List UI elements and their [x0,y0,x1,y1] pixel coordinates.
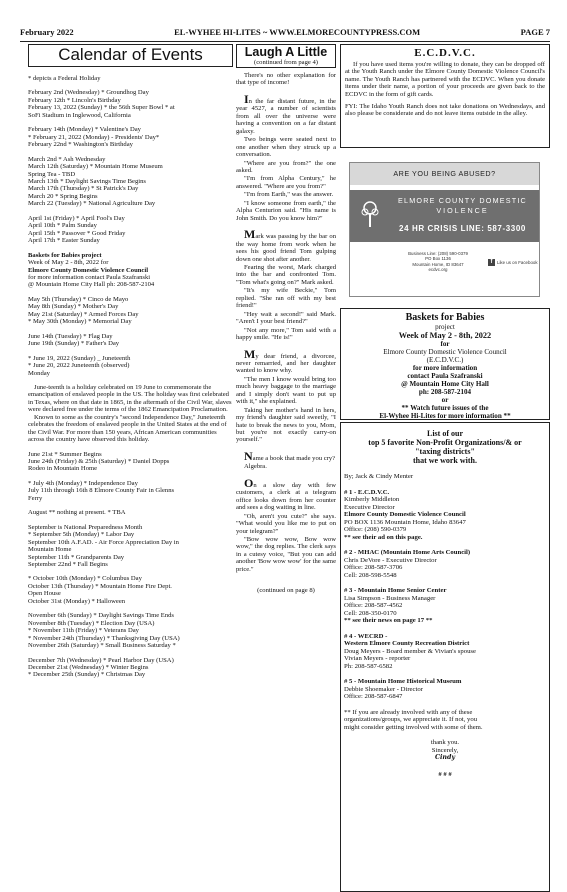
org-line: Doug Meyers - Board member & Vivian's spouse [344,647,476,655]
calendar-entry: March 12th (Saturday) * Mountain Home Museum [28,163,163,171]
calendar-entry: October 31st (Monday) * Halloween [28,597,126,605]
calendar-entry: October 13th (Thursday) * Mountain Home Fire Dept. [28,582,172,590]
calendar-entry: February 13, 2022 (Sunday) * the 56th Super Bowl * at [28,104,175,112]
calendar-block [28,89,233,119]
calendar-entry: September 11th * Grandparents Day [28,553,125,561]
calendar-block [28,524,233,569]
calendar-block [28,509,233,516]
tree-logo-icon [360,199,380,229]
calendar-column [28,44,233,686]
nonprofit-list-box [340,422,550,892]
org-title: # 2 - MHAC (Mountain Home Arts Council) [344,549,471,556]
joke-text: "I'm from Earth," was the answer. [244,191,334,199]
juneteenth-paragraph-2: Known to some as the country's "second Independence Day," Juneteenth celebrates the freedom of enslaved people in the United States at the end of the Civil War. For more than 150 years, African American communities across the country have observed this holiday. [28,413,227,444]
calendar-entry: Rodeo in Mountain Home [28,465,98,473]
calendar-entry: April 1st (Friday) * April Fool's Day [28,214,125,222]
joke-text: There's no other explanation for that type of income! [236,72,336,87]
signature: Cindy [434,754,456,761]
calendar-block [28,252,233,289]
calendar-entry: * November 24th (Thursday) * Thanksgiving Day (USA) [28,634,180,642]
calendar-block [28,612,233,649]
calendar-entry: July 11th through 16th 8 Elmore County Fair in Glenns [28,487,175,495]
calendar-entry: February 2nd (Wednesday) * Groundhog Day [28,89,149,97]
closing-note: ** If you are already involved with any of these organizations/groups, we appreciate it. If not, you might consider getting involved with some of them. [344,708,483,731]
right-column [340,44,550,778]
calendar-entry: March 2nd * Ash Wednesday [28,155,106,163]
calendar-blocks-2 [28,451,233,679]
calendar-entry: November 26th (Saturday) * Small Business Saturday * [28,642,176,650]
joke-text: "Oh, aren't you cute?" she says. "What would you like me to put on your telegram?" [236,512,336,535]
calendar-entry: February 12th * Lincoln's Birthday [28,96,121,104]
joke-text: Name a book that made you cry? [244,448,336,463]
calendar-entry: March 22 (Tuesday) * National Agriculture Day [28,200,156,208]
calendar-entry: May 5th (Thursday) * Cinco de Mayo [28,295,129,303]
calendar-entry: June 24th (Friday) & 25th (Saturday) * Daniel Dopps [28,458,170,466]
org-line: Cell: 208-350-0170 [344,609,397,617]
org-item [344,587,546,625]
org-title: # 5 - Mountain Home Historical Museum [344,678,462,685]
drop-cap: N [244,448,253,463]
calendar-entry: February 14th (Monday) * Valentine's Day [28,126,141,134]
org-item [344,549,546,579]
ecdvc-box [340,44,550,148]
continued-note: (continued on page 8) [257,587,315,595]
calendar-entry: @ Mountain Home City Hall ph: 208-587-2104 [28,281,155,289]
joke-text: "I'm from Alpha Century," he answered. "Where are you from?" [236,175,336,190]
org-line: Kimberly Middleton [344,496,400,503]
calendar-entry: May 8th (Sunday) * Mother's Day [28,303,119,311]
joke-text: "It's my wife Beckie," Tom replied. "She ran off with my best friend!" [236,287,336,310]
calendar-entry: * July 4th (Monday) * Independence Day [28,479,138,487]
calendar-entry: * October 10th (Monday) * Columbus Day [28,575,142,583]
calendar-blocks [28,75,233,377]
calendar-entry: * February 21, 2022 (Monday) - Presidents' Day* [28,133,160,141]
org-line: Chris DeVore - Executive Director [344,556,437,564]
calendar-block [28,156,233,208]
joke-text: "Bow wow wow, Bow wow wow," the dog replies. The clerk says in a cutesy voice, "But you can add another 'Bow wow wow' for the same price." [236,536,336,573]
calendar-entry: * November 11th (Friday) * Veterans Day [28,627,139,635]
crisis-line-ad [349,162,540,297]
drop-cap: M [244,346,256,361]
calendar-entry: * September 5th (Monday) * Labor Day [28,531,135,539]
org-line: Vivian Meyers - reporter [344,655,411,662]
ecdvc-title: E.C.D.V.C. [414,47,476,59]
calendar-entry: Elmore County Domestic Violence Council [28,266,149,274]
org-line: Cell: 208-598-5548 [344,571,397,579]
ad-band [350,190,539,242]
org-line: Executive Director [344,503,395,511]
calendar-entry: Spring Tea - TBD [28,170,76,178]
org-line: PO BOX 1136 Mountain Home, Idaho 83647 [344,518,466,526]
calendar-entry: SoFi Stadium in Inglewood, California [28,111,131,119]
joke-text: In the far distant future, in the year 4527, a number of scientists from all over the universe were having a convention on a far distant galaxy. [236,91,336,135]
nonprofit-list-heading: List of our top 5 favorite Non-Profit Organizations/& or "taxing districts" that we work with. [368,429,522,465]
laugh-header-box [236,44,336,68]
joke-text: Two beings were seated next to one another when they struck up a conversation. [236,136,336,159]
calendar-entry: September 22nd * Fall Begins [28,561,108,569]
joke-text: "The men I know would bring too much heavy baggage to the marriage and I simply don't want to put up with it," she explained. [236,375,336,406]
ecdvc-paragraph: If you have used items you're willing to donate, they can be dropped off at the Youth Ranch under the Elmore County Domestic Violence Council's name. The Youth Ranch has partnered with the ECDVC. When you donate items under their name, a portion of your proceeds are given back to the ECDVC in the form of gift cards. [345,61,545,98]
header-masthead: EL-WYHEE HI-LITES ~ WWW.ELMORECOUNTYPRESS.COM [174,27,421,37]
org-title: # 1 - E.C.D.V.C. [344,488,390,496]
joke-text: Algebra. [244,463,267,471]
ecdvc-fyi: FYI: The Idaho Youth Ranch does not take donations on Wednesdays, and also please be considerate and do not leave items outside in the alley. [345,103,545,118]
org-note: ** see their news on page 17 ** [344,617,433,624]
calendar-entry: April 10th * Palm Sunday [28,222,97,230]
calendar-block [28,657,233,679]
ad-contact-info: Business Line: (208) 590-0379 PO Box 1136 Mountain Home, ID 83647 ecdvc.org [408,251,468,273]
ad-facebook: f Like us on Facebook [488,259,538,266]
joke-text: On a slow day with few customers, a clerk at a telegram office looks down from her counter and sees a dog waiting in line. [236,475,336,512]
org-note: ** see their ad on this page. [344,533,423,541]
org-line: Office: 208-587-6847 [344,693,403,700]
calendar-entry: March 20 * Spring Begins [28,192,98,200]
org-line: Ph: 208-587-6582 [344,662,393,670]
org-title: # 3 - Mountain Home Senior Center [344,587,447,594]
end-mark: # # # [438,770,452,778]
calendar-entry: March 17th (Thursday) * St Patrick's Day [28,185,139,193]
facebook-icon: f [488,259,495,266]
calendar-entry: Baskets for Babies project [28,251,102,259]
drop-cap: I [244,91,249,106]
joke-text: My dear friend, a divorcee, never remarried, and her daughter wanted to know why. [236,346,336,375]
joke-text: Taking her mother's hand in hers, my friend's daughter said sweetly, "I hate to break the news to you, Mom, but you're not exactly carry-on yourself." [236,406,336,444]
calendar-title: Calendar of Events [28,44,233,67]
ad-org-name-2: VIOLENCE [436,206,489,215]
page-header [20,27,550,40]
calendar-entry: Mountain Home [28,546,72,554]
calendar-entry: April 15th * Passover * Good Friday [28,229,126,237]
calendar-block [28,333,233,348]
calendar-entry: February 22nd * Washington's Birthday [28,141,133,149]
calendar-entry: * May 30th (Monday) * Memorial Day [28,318,132,326]
joke-text: "Not any more," Tom said with a happy smile. "He is!" [236,326,336,342]
calendar-entry: March 13th * Daylight Savings Time Begins [28,177,146,185]
drop-cap: M [244,227,256,242]
laugh-title: Laugh A Little [244,45,328,59]
org-line: Lisa Simpson - Business Manager [344,594,436,602]
calendar-entry: Open House [28,590,61,598]
header-rule [20,41,550,42]
juneteenth-paragraph: June-teenth is a holiday celebrated on 19 June to commemorate the emancipation of enslaved people in the US. The holiday was first celebrated in Texas, where on that date in 1865, in the aftermath of the Civil War, slaves were declared free under the terms of the 1862 Emancipation Proclamation. [28,383,232,414]
calendar-entry: November 8th (Tuesday) * Election Day (USA) [28,619,155,627]
calendar-entry: August ** nothing at present. * TBA [28,509,126,517]
calendar-entry: December 21st (Wednesday) * Winter Begins [28,664,149,671]
org-line: Debbie Shoemaker - Director [344,685,423,693]
joke-text: Fearing the worst, Mark charged into the bar and confronted Tom. "Tom what's going on?" Mark asked. [236,263,336,286]
signoff: thank you. Sincerely, Cindy # # # [344,739,546,778]
calendar-block [28,296,233,326]
byline: By; Jack & Cindy Menter [344,473,414,480]
org-item [344,678,546,701]
calendar-entry: * December 25th (Sunday) * Christmas Day [28,671,146,679]
joke-text: "Hey wait a second!" said Mark. "Aren't I your best friend?" [236,310,336,326]
drop-cap: O [244,475,254,490]
calendar-entry: * depicts a Federal Holiday [28,75,101,82]
ad-hotline: 24 HR CRISIS LINE: 587-3300 [399,224,526,233]
joke-text: "I know someone from earth," the Alpha Centurion said. "His name is John Smith. Do you know him?" [236,199,336,222]
calendar-entry: December 7th (Wednesday) * Pearl Harbor Day (USA) [28,656,174,664]
calendar-block [28,126,233,148]
joke-text: Mark was passing by the bar on the way home from work when he sees his good friend Tom gulping down one shot after another. [236,227,336,263]
calendar-entry: June 21st * Summer Begins [28,450,102,458]
header-date: February 2022 [20,27,74,37]
org-line: Office: 208-587-3706 [344,564,403,571]
org-line: Western Elmore County Recreation District [344,640,470,647]
calendar-entry: * June 20, 2022 Juneteenth (observed) [28,362,130,370]
calendar-block [28,480,233,502]
calendar-entry: September 10th A.F.AD. - Air Force Appreciation Day in [28,538,179,546]
calendar-entry: November 6th (Sunday) * Daylight Savings Time Ends [28,612,174,620]
baskets-for-babies-box: Baskets for Babies project Week of May 2 - 8th, 2022 for Elmore County Domestic Violence Council (E.C.D.V.C.) for more information contact Paula Szafranski @ Mountain Home City Hall ph: 208-587-2104 or ** Watch future issues of the El-Wyhee Hi-Lites for more information ** [340,308,550,420]
calendar-block [28,451,233,473]
ad-headline: ARE YOU BEING ABUSED? [350,163,539,185]
org-title: # 4 - WECRD - [344,632,388,640]
laugh-subtitle: (continued from page 4) [254,59,318,66]
org-line: Elmore County Domestic Violence Council [344,511,466,518]
joke-text: "Where are you from?" the one asked. [236,159,336,174]
calendar-entry: * June 19, 2022 (Sunday) _ Juneteenth [28,354,131,362]
calendar-block [28,215,233,245]
org-items [344,489,546,701]
org-line: Office: (208) 590-0379 [344,526,407,533]
org-item [344,633,546,671]
calendar-entry: for more information contact Paula Szafranski [28,273,151,281]
laugh-column [236,44,336,596]
calendar-entry: Monday [28,369,50,377]
header-page-number: PAGE 7 [520,27,550,37]
calendar-entry: Ferry [28,494,43,502]
calendar-entry: Week of May 2 - 8th, 2022 for [28,259,109,267]
calendar-entry: May 21st (Saturday) * Armed Forces Day [28,310,139,318]
babies-title: Baskets for Babies [405,312,485,323]
org-line: Office: 208-587-4562 [344,602,403,609]
ad-org-name: ELMORE COUNTY DOMESTIC [398,196,527,205]
calendar-entry: June 14th (Tuesday) * Flag Day [28,332,113,340]
calendar-block [28,75,233,82]
calendar-block [28,575,233,605]
calendar-entry: April 17th * Easter Sunday [28,237,100,245]
org-item [344,489,546,542]
calendar-entry: September is National Preparedness Month [28,523,143,531]
calendar-entry: June 19th (Sunday) * Father's Day [28,340,120,348]
calendar-block [28,355,233,377]
